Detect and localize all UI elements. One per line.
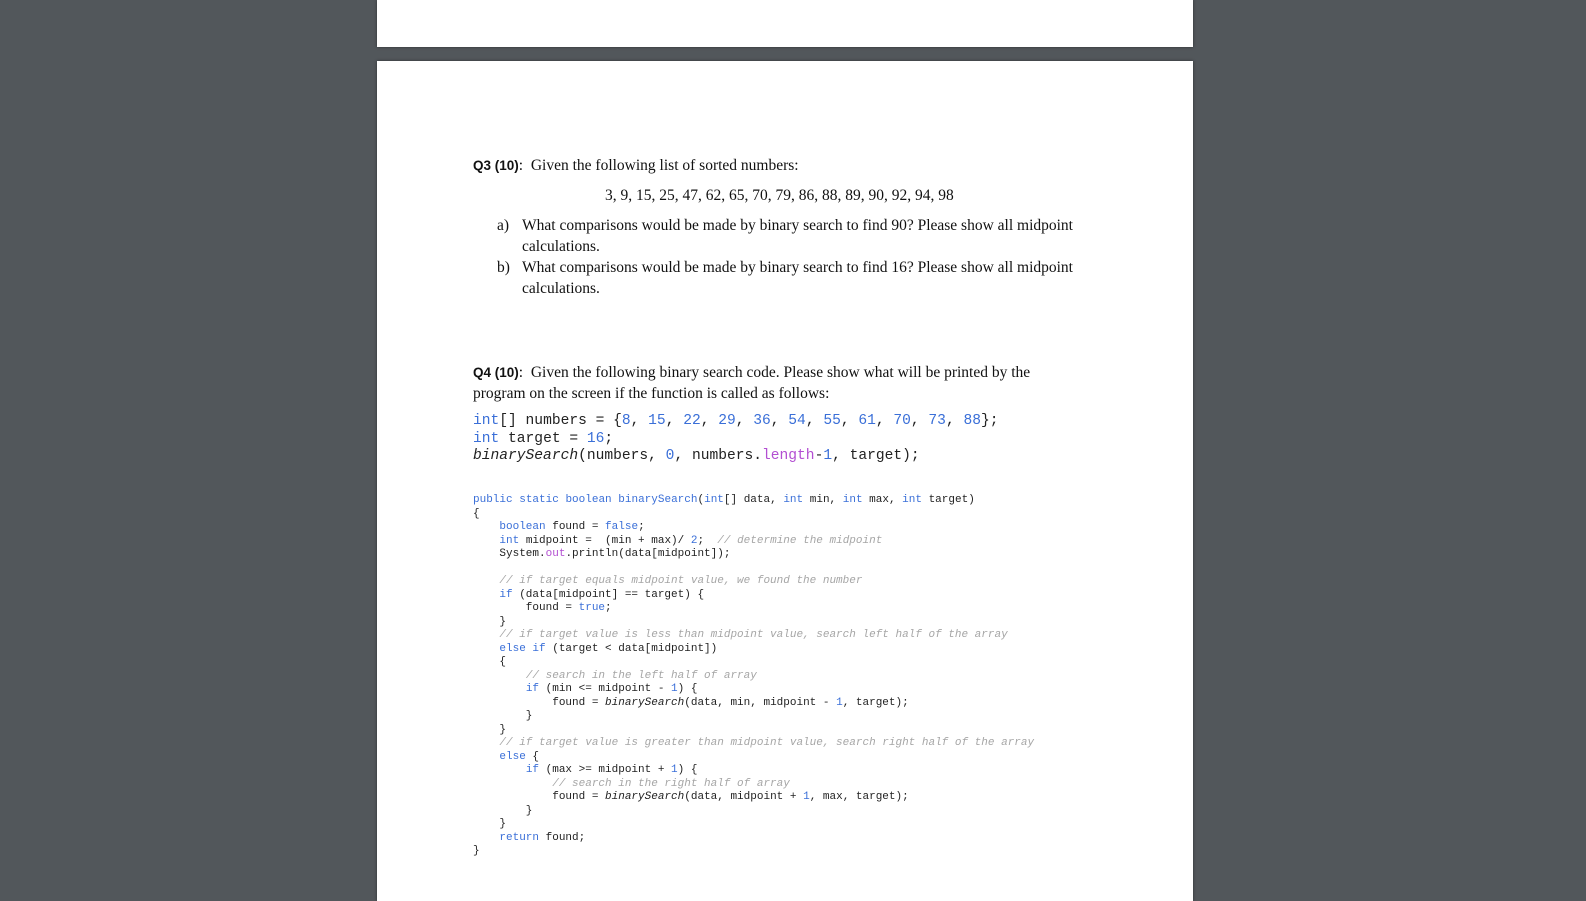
call-code-line: int[] numbers = {8, 15, 22, 29, 36, 54, 55, 61, 70, 73, 88}; <box>473 413 999 429</box>
q4-label: Q4 (10) <box>473 365 519 380</box>
code-line: else { <box>499 750 540 763</box>
code-line: // if target value is greater than midpoint value, search right half of the array <box>499 737 1035 749</box>
code-line: int midpoint = (min + max)/ 2; // determine the midpoint <box>499 534 883 547</box>
call-code-line: int target = 16; <box>473 430 614 447</box>
previous-page <box>377 0 1193 47</box>
code-line: } <box>473 710 533 722</box>
code-line: } <box>473 804 533 817</box>
code-line: return found; <box>499 831 586 844</box>
code-line: System.out.println(data[midpoint]); <box>473 548 731 560</box>
q3-item-a-text: What comparisons would be made by binary search to find 90? Please show all midpoint <box>522 217 1073 234</box>
code-line: if (min <= midpoint - 1) { <box>525 683 698 695</box>
q3-item-a-marker: a) <box>497 217 510 234</box>
sorted-numbers-list: 3, 9, 15, 25, 47, 62, 65, 70, 79, 86, 88, 89, 90, 92, 94, 98 <box>605 187 954 204</box>
code-line: } <box>473 818 507 830</box>
code-line: { <box>473 507 480 520</box>
code-line: // if target equals midpoint value, we found the number <box>499 575 863 587</box>
q3-item-b-text: What comparisons would be made by binary search to find 16? Please show all midpoint <box>522 259 1073 276</box>
q3-label: Q3 (10) <box>473 158 519 173</box>
q3-item-b-marker: b) <box>497 259 510 276</box>
q3-intro: Given the following list of sorted numbers: <box>530 157 799 174</box>
code-line: } <box>473 615 507 628</box>
code-line: // search in the left half of array <box>525 669 757 682</box>
code-line: // search in the right half of array <box>552 777 790 790</box>
q3-heading: Q3 (10): Given the following list of sorted numbers: <box>473 157 799 174</box>
code-line: if (data[midpoint] == target) { <box>499 588 705 601</box>
document-page <box>377 61 1193 901</box>
q3-item-b-text-cont: calculations. <box>522 280 600 297</box>
code-line: if (max >= midpoint + 1) { <box>525 764 698 776</box>
q4-intro-cont: program on the screen if the function is called as follows: <box>473 385 830 402</box>
code-line: found = binarySearch(data, min, midpoint - 1, target); <box>473 696 909 709</box>
code-line: } <box>473 723 507 736</box>
code-line: found = binarySearch(data, midpoint + 1, max, target); <box>473 791 909 803</box>
code-line <box>473 562 1034 576</box>
function-call-code <box>473 413 998 466</box>
q4-intro: Given the following binary search code. Please show what will be printed by the <box>530 364 1031 381</box>
binary-search-code <box>473 494 1034 859</box>
code-line: found = true; <box>473 602 612 614</box>
code-line: { <box>473 656 507 668</box>
q4-heading: Q4 (10): Given the following binary search code. Please show what will be printed by the <box>473 364 1031 381</box>
code-line: boolean found = false; <box>499 521 645 533</box>
code-line: else if (target < data[midpoint]) <box>499 642 718 655</box>
code-line: public static boolean binarySearch(int[] data, int min, int max, int target) <box>473 494 975 506</box>
q3-item-a-text-cont: calculations. <box>522 238 600 255</box>
call-code-line: binarySearch(numbers, 0, numbers.length-1, target); <box>473 448 920 464</box>
code-line: } <box>473 845 480 857</box>
code-line: // if target value is less than midpoint value, search left half of the array <box>499 629 1008 641</box>
